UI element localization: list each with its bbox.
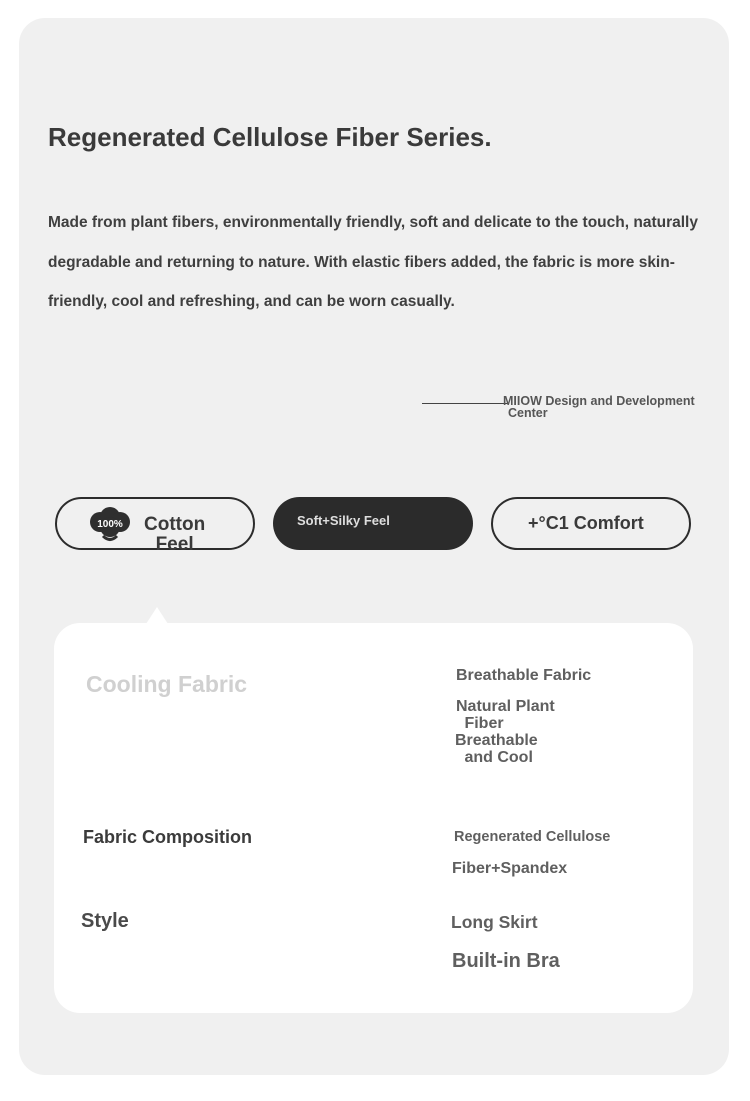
credit-line1: MIIOW Design and Development — [503, 394, 695, 408]
credit-text — [503, 395, 723, 419]
fabric-info-panel — [54, 623, 693, 1013]
plant-fiber-line2: Fiber — [460, 715, 504, 732]
style-value-line1: Long Skirt — [451, 912, 538, 932]
composition-value-line2: Fiber+Spandex — [452, 860, 568, 877]
plant-fiber-line1: Natural Plant — [456, 698, 555, 715]
credit-divider — [422, 403, 508, 404]
cotton-icon — [87, 507, 133, 543]
feature-pill-silky — [273, 497, 473, 550]
feature-pill-comfort — [491, 497, 691, 550]
feature-pill-cotton — [55, 497, 255, 555]
plant-fiber-line4: and Cool — [460, 749, 533, 766]
style-label: Style — [81, 910, 129, 932]
comfort-label: +°C1 Comfort — [528, 513, 644, 533]
panel-pointer — [146, 607, 168, 624]
plant-fiber-line3: Breathable — [455, 732, 538, 749]
silky-feel-label: Soft+Silky Feel — [297, 513, 390, 528]
credit-line2: Center — [508, 406, 548, 420]
cotton-feel-line1: Cotton — [144, 514, 206, 535]
cotton-badge: 100% — [97, 519, 123, 530]
breathable-fabric-text: Breathable Fabric — [456, 667, 592, 684]
composition-value-line1: Regenerated Cellulose — [454, 829, 611, 845]
composition-label: Fabric Composition — [83, 827, 253, 847]
panel-title: Cooling Fabric — [86, 671, 247, 697]
cotton-feel-label — [144, 515, 205, 555]
page-title: Regenerated Cellulose Fiber Series. — [48, 122, 492, 152]
style-value-line2: Built-in Bra — [452, 950, 560, 972]
cotton-feel-line2: Feel — [155, 534, 194, 555]
plant-fiber-text — [456, 698, 555, 766]
description-text: Made from plant fibers, environmentally friendly, soft and delicate to the touch, naturally degradable and returning to nature. With elastic fibers added, the fabric is more skin-friendly, cool and refreshing, and can be worn casually. — [48, 214, 698, 310]
